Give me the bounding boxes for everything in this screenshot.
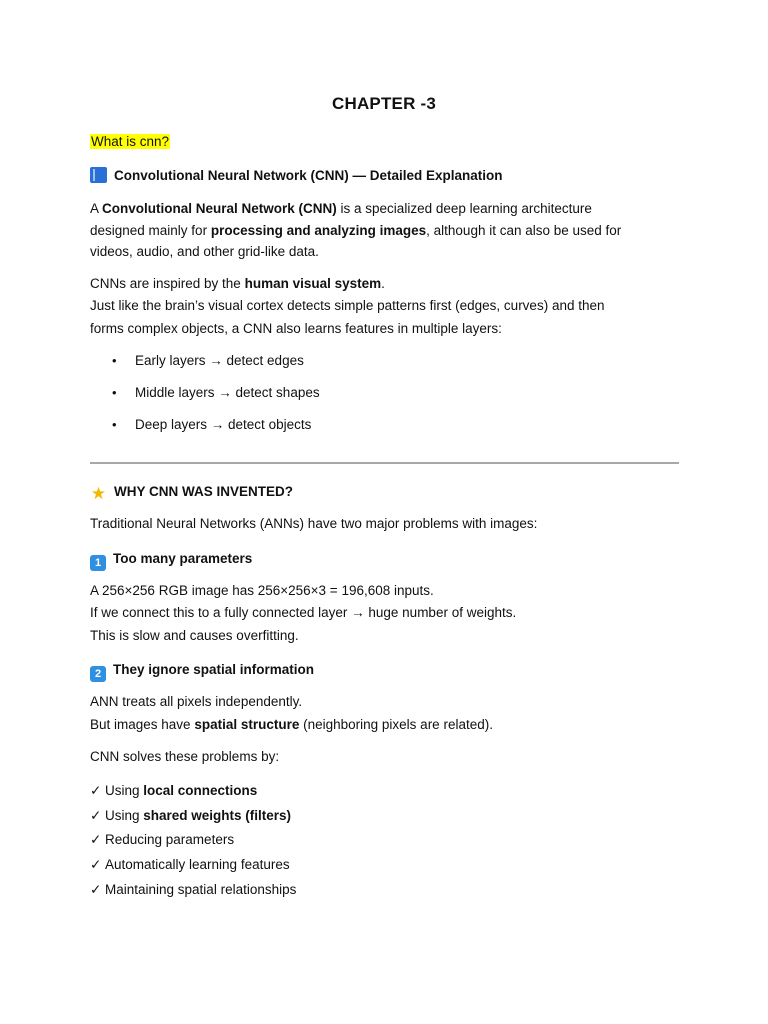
- intro-line-3: videos, audio, and other grid-like data.: [90, 244, 319, 259]
- bullet-dot: •: [112, 353, 117, 368]
- text: Reducing parameters: [105, 832, 235, 847]
- text: A: [90, 201, 103, 216]
- problem1-line-3: This is slow and causes overfitting.: [90, 628, 299, 643]
- section2-heading: [90, 483, 293, 502]
- text: .: [381, 276, 385, 291]
- problem2-heading-text: They ignore spatial information: [113, 662, 315, 677]
- text: designed mainly for: [90, 223, 211, 238]
- solution-item: [90, 856, 290, 874]
- checkmark-icon: ✓: [90, 857, 102, 872]
- inspired-line-3: forms complex objects, a CNN also learns features in multiple layers:: [90, 321, 502, 336]
- text: , although it can also be used for: [426, 223, 622, 238]
- solution-item: [90, 881, 296, 899]
- solution-item: [90, 782, 257, 800]
- highlighted-question: What is cnn?: [91, 134, 170, 149]
- text: is a specialized deep learning architecture: [336, 201, 592, 216]
- text: (neighboring pixels are related).: [299, 717, 493, 732]
- problem2-line-1: ANN treats all pixels independently.: [90, 694, 303, 709]
- solves-line: CNN solves these problems by:: [90, 749, 280, 764]
- bold-text: shared weights (filters): [143, 808, 292, 823]
- bold-text: human visual system: [244, 276, 382, 291]
- inspired-line-2: Just like the brain’s visual cortex detects simple patterns first (edges, curves) and then: [90, 298, 605, 313]
- checkmark-icon: ✓: [90, 832, 102, 847]
- section1-heading-text: Convolutional Neural Network (CNN) — Detailed Explanation: [114, 168, 503, 183]
- horizontal-divider: [90, 462, 679, 464]
- text: Automatically learning features: [105, 857, 290, 872]
- bold-text: Convolutional Neural Network (CNN): [102, 201, 337, 216]
- problem1-heading-text: Too many parameters: [113, 551, 253, 566]
- problem1-line-1: A 256×256 RGB image has 256×256×3 = 196,608 inputs.: [90, 583, 434, 598]
- problem1-heading: [90, 550, 252, 571]
- intro-line-2: [90, 222, 621, 240]
- bullet-dot: •: [112, 385, 117, 400]
- book-icon: [90, 167, 107, 183]
- list-item: Middle layers → detect shapes: [135, 385, 320, 400]
- list-item: Early layers → detect edges: [135, 353, 304, 368]
- text: CNNs are inspired by the: [90, 276, 245, 291]
- solution-item: [90, 831, 234, 849]
- section1-heading: [90, 167, 503, 185]
- bold-text: local connections: [143, 783, 258, 798]
- star-icon: ★: [90, 484, 107, 503]
- bold-text: processing and analyzing images: [210, 223, 427, 238]
- text: But images have: [90, 717, 195, 732]
- keycap-two-icon: 2: [90, 666, 106, 682]
- problem1-line-2: If we connect this to a fully connected layer → huge number of weights.: [90, 605, 517, 620]
- bullet-dot: •: [112, 417, 117, 432]
- bold-text: spatial structure: [194, 717, 300, 732]
- text: Using: [105, 808, 144, 823]
- problem2-line-2: [90, 716, 493, 734]
- checkmark-icon: ✓: [90, 783, 102, 798]
- solution-item: [90, 807, 291, 825]
- checkmark-icon: ✓: [90, 882, 102, 897]
- inspired-line-1: [90, 275, 385, 293]
- list-item: Deep layers → detect objects: [135, 417, 312, 432]
- text: Using: [105, 783, 144, 798]
- section2-intro: Traditional Neural Networks (ANNs) have two major problems with images:: [90, 516, 538, 531]
- chapter-title: CHAPTER -3: [331, 94, 436, 113]
- checkmark-icon: ✓: [90, 808, 102, 823]
- intro-line-1: [90, 200, 592, 218]
- keycap-one-icon: 1: [90, 555, 106, 571]
- section2-heading-text: WHY CNN WAS INVENTED?: [114, 484, 294, 499]
- text: Maintaining spatial relationships: [105, 882, 297, 897]
- question-line: [90, 133, 170, 151]
- problem2-heading: [90, 661, 314, 682]
